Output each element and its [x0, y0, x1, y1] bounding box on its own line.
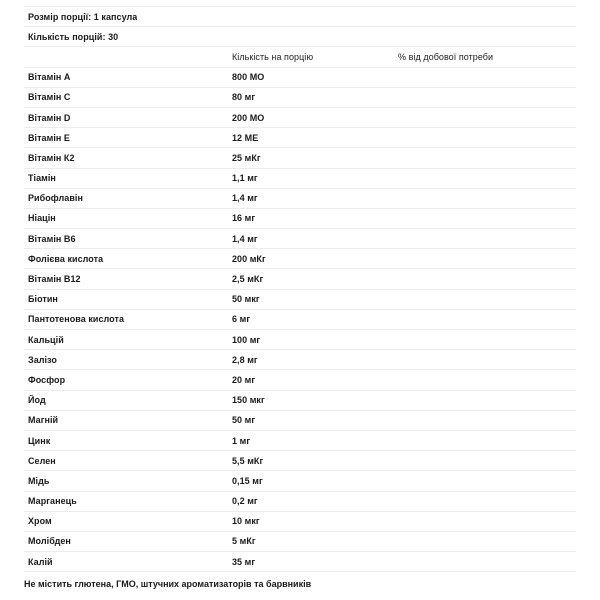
table-row [24, 471, 576, 491]
nutrient-name: Хром [28, 516, 52, 527]
nutrient-name: Ніацін [28, 213, 56, 224]
nutrient-name: Молібден [28, 536, 71, 547]
nutrient-name: Біотин [28, 294, 58, 305]
nutrient-name: Вітамін А [28, 72, 71, 83]
nutrient-name: Тіамін [28, 173, 56, 184]
column-header-amount: Кількість на порцію [232, 51, 314, 62]
nutrient-amount: 80 мг [232, 92, 256, 103]
nutrient-name: Рибофлавін [28, 193, 83, 204]
nutrient-name: Йод [28, 395, 46, 406]
nutrient-amount: 200 мКг [232, 253, 266, 264]
nutrient-name: Вітамін К2 [28, 152, 75, 163]
serving-size-label: Розмір порції: 1 капсула [28, 11, 138, 22]
nutrient-amount: 0,15 мг [232, 475, 263, 486]
serving-size-row [24, 7, 576, 27]
supplement-facts-table [24, 6, 576, 572]
nutrient-amount: 5 мКг [232, 536, 256, 547]
nutrient-name: Вітамін В6 [28, 233, 76, 244]
nutrient-name: Вітамін В12 [28, 274, 81, 285]
nutrient-name: Фосфор [28, 374, 66, 385]
table-row [24, 391, 576, 411]
table-row [24, 68, 576, 88]
table-row [24, 128, 576, 148]
nutrient-name: Кальцій [28, 334, 64, 345]
nutrient-amount: 6 мг [232, 314, 251, 325]
nutrient-name: Мідь [28, 475, 50, 486]
table-row [24, 249, 576, 269]
nutrient-amount: 25 мКг [232, 152, 261, 163]
table-row [24, 370, 576, 390]
table-row [24, 411, 576, 431]
nutrient-amount: 100 мг [232, 334, 261, 345]
nutrient-name: Вітамін Е [28, 132, 70, 143]
table-row [24, 229, 576, 249]
nutrient-amount: 20 мг [232, 374, 256, 385]
table-row [24, 169, 576, 189]
nutrient-amount: 1,4 мг [232, 193, 258, 204]
table-row [24, 350, 576, 370]
nutrient-amount: 16 мг [232, 213, 256, 224]
nutrient-name: Залізо [28, 354, 57, 365]
nutrient-name: Вітамін С [28, 92, 71, 103]
nutrient-amount: 200 МО [232, 112, 265, 123]
table-row [24, 108, 576, 128]
table-row [24, 451, 576, 471]
table-row [24, 88, 576, 108]
nutrient-amount: 0,2 мг [232, 496, 258, 507]
table-row [24, 552, 576, 572]
table-header-row [24, 47, 576, 67]
table-row [24, 431, 576, 451]
nutrient-amount: 2,5 мКг [232, 274, 264, 285]
table-row [24, 330, 576, 350]
nutrient-amount: 1,1 мг [232, 173, 258, 184]
table-row [24, 492, 576, 512]
servings-count-label: Кількість порцій: 30 [28, 31, 119, 42]
nutrient-amount: 10 мкг [232, 516, 260, 527]
nutrient-name: Цинк [28, 435, 51, 446]
nutrient-name: Магній [28, 415, 59, 426]
table-row [24, 269, 576, 289]
nutrient-amount: 5,5 мКг [232, 455, 264, 466]
nutrient-name: Фолієва кислота [28, 253, 104, 264]
nutrient-name: Пантотенова кислота [28, 314, 125, 325]
nutrient-amount: 12 МЕ [232, 132, 259, 143]
nutrient-amount: 2,8 мг [232, 354, 258, 365]
nutrient-name: Селен [28, 455, 56, 466]
nutrient-name: Вітамін D [28, 112, 71, 123]
nutrient-amount: 50 мкг [232, 294, 260, 305]
nutrient-name: Марганець [28, 496, 77, 507]
table-row [24, 209, 576, 229]
table-row [24, 512, 576, 532]
column-header-daily-value: % від добової потреби [398, 51, 494, 62]
nutrient-amount: 35 мг [232, 556, 256, 567]
table-row [24, 148, 576, 168]
table-row [24, 290, 576, 310]
nutrient-amount: 1,4 мг [232, 233, 258, 244]
table-row [24, 189, 576, 209]
nutrient-amount: 800 МО [232, 72, 265, 83]
nutrient-amount: 1 мг [232, 435, 251, 446]
nutrient-amount: 50 мг [232, 415, 256, 426]
table-row [24, 310, 576, 330]
servings-count-row [24, 27, 576, 47]
allergen-note: Не містить глютена, ГМО, штучних ароматизаторів та барвників [24, 579, 312, 589]
nutrient-name: Калій [28, 556, 53, 567]
nutrient-amount: 150 мкг [232, 395, 265, 406]
table-row [24, 532, 576, 552]
